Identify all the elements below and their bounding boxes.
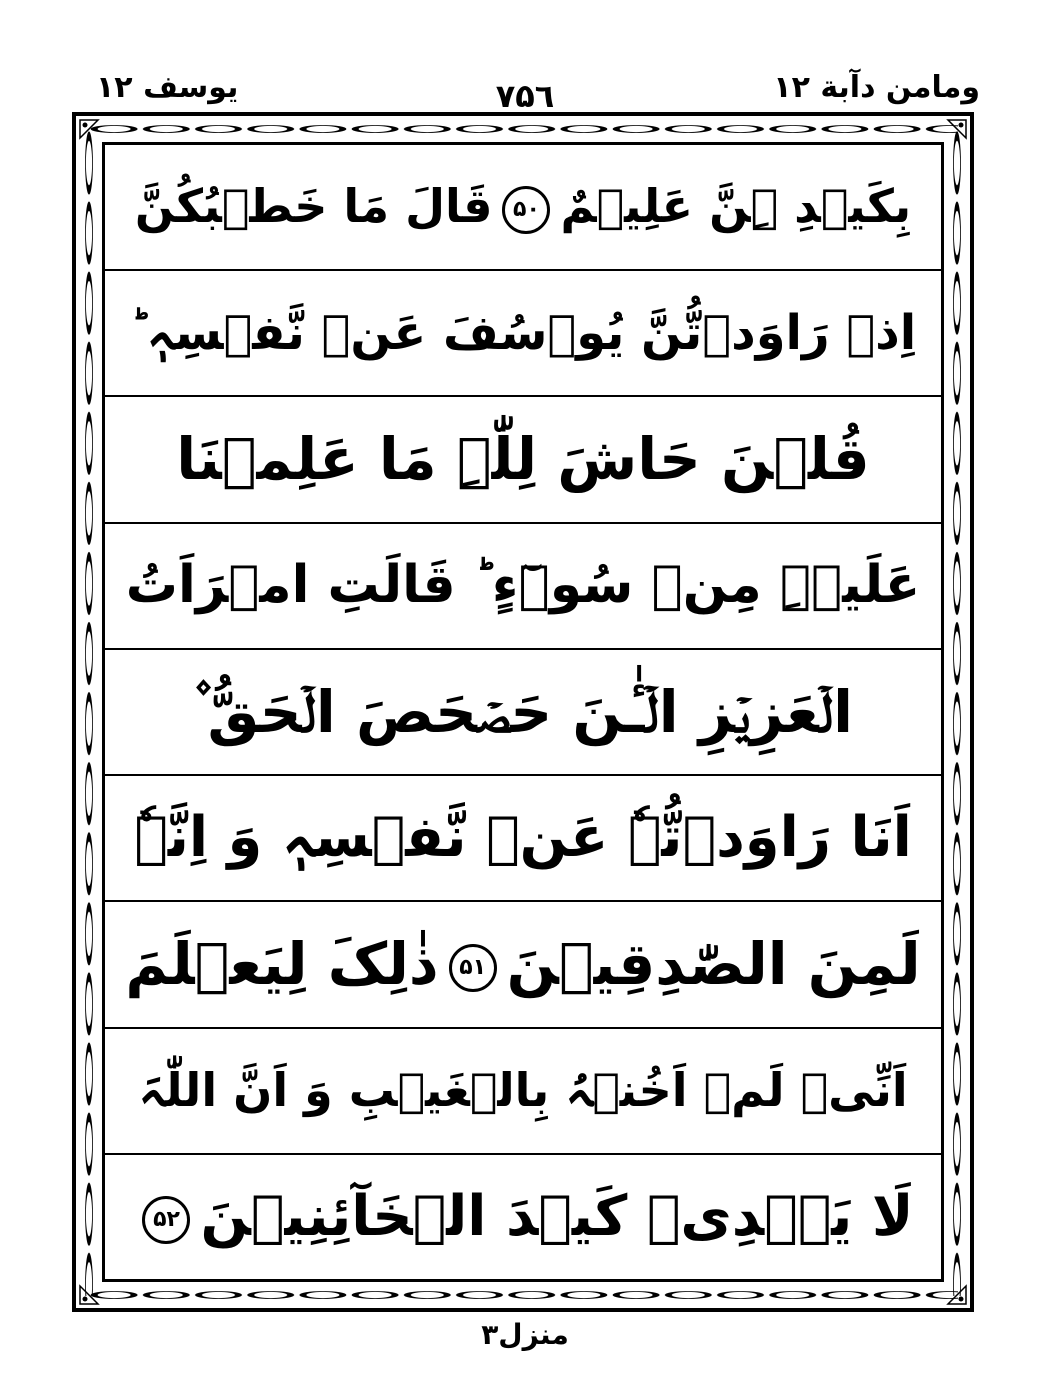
manzil-label: منزل۳ (481, 1318, 569, 1351)
verse-line-text (130, 295, 916, 372)
verse-line (105, 145, 941, 271)
verse-line-text (176, 413, 869, 506)
verse-text-segment: اِذۡ رَاوَدۡتُّنَّ یُوۡسُفَ عَنۡ نَّفۡسِہٖ ؕ (129, 304, 917, 361)
verse-line-text (135, 170, 911, 244)
ayah-number-marker: ۵۰ (502, 186, 550, 234)
verse-text-segment: اَنِّیۡ لَمۡ اَخُنۡہُ بِالۡغَیۡبِ وَ اَنَّ اللّٰہَ (138, 1062, 908, 1117)
verse-text-segment: عَلَیۡہِ مِنۡ سُوۡٓءٍ ؕ قَالَتِ امۡرَاَتُ (125, 555, 921, 616)
verse-lines (105, 145, 941, 1279)
verse-line (105, 650, 941, 776)
verse-line-text (134, 793, 912, 883)
page-frame (72, 112, 974, 1312)
verse-text-segment: لَمِنَ الصّٰدِقِیۡنَ (506, 930, 921, 999)
corner-ornament (76, 116, 102, 142)
verse-line-text (125, 918, 920, 1011)
verse-line-text (126, 544, 920, 627)
verse-text-segment: قَالَ مَا خَطۡبُکُنَّ (134, 179, 493, 234)
verse-line (105, 776, 941, 902)
verse-text-segment: لَا یَہۡدِیۡ کَیۡدَ الۡخَآئِنِیۡنَ (200, 1184, 914, 1250)
surah-name-label: یوسف ۱۲ (96, 70, 239, 105)
verse-text-segment: قُلۡنَ حَاشَ لِلّٰہِ مَا عَلِمۡنَا (176, 425, 870, 494)
page-number: ۷۵٦ (495, 77, 555, 115)
decorative-border-top (88, 120, 958, 138)
verse-line-text (132, 1172, 913, 1262)
verse-text-segment: الۡعَزِیۡزِ الۡـٰٔنَ حَصۡحَصَ الۡحَقُّ ۫ (192, 677, 854, 746)
verse-line (105, 1155, 941, 1279)
decorative-border-bottom (88, 1286, 958, 1304)
verse-line-text (193, 666, 853, 759)
verse-line (105, 524, 941, 650)
verse-line (105, 1029, 941, 1155)
verse-text-segment: ذٰلِکَ لِیَعۡلَمَ (125, 930, 439, 999)
corner-ornament (944, 116, 970, 142)
surah-juz-label: ومامن دآبة ۱۲ (773, 70, 980, 105)
verse-text-segment: بِکَیۡدِ ہِنَّ عَلِیۡمٌ (560, 179, 912, 234)
decorative-border-right (948, 128, 966, 1296)
verse-line (105, 902, 941, 1028)
decorative-border-left (80, 128, 98, 1296)
ayah-number-marker: ۵۲ (142, 1196, 190, 1244)
verse-line (105, 397, 941, 523)
corner-ornament (944, 1282, 970, 1308)
corner-ornament (76, 1282, 102, 1308)
verse-line-text (138, 1054, 907, 1128)
ayah-number-marker: ۵۱ (449, 944, 497, 992)
verse-line (105, 271, 941, 397)
verse-text-segment: اَنَا رَاوَدۡتُّہٗ عَنۡ نَّفۡسِہٖ وَ اِنَّہٗ (134, 805, 912, 871)
text-area (102, 142, 944, 1282)
